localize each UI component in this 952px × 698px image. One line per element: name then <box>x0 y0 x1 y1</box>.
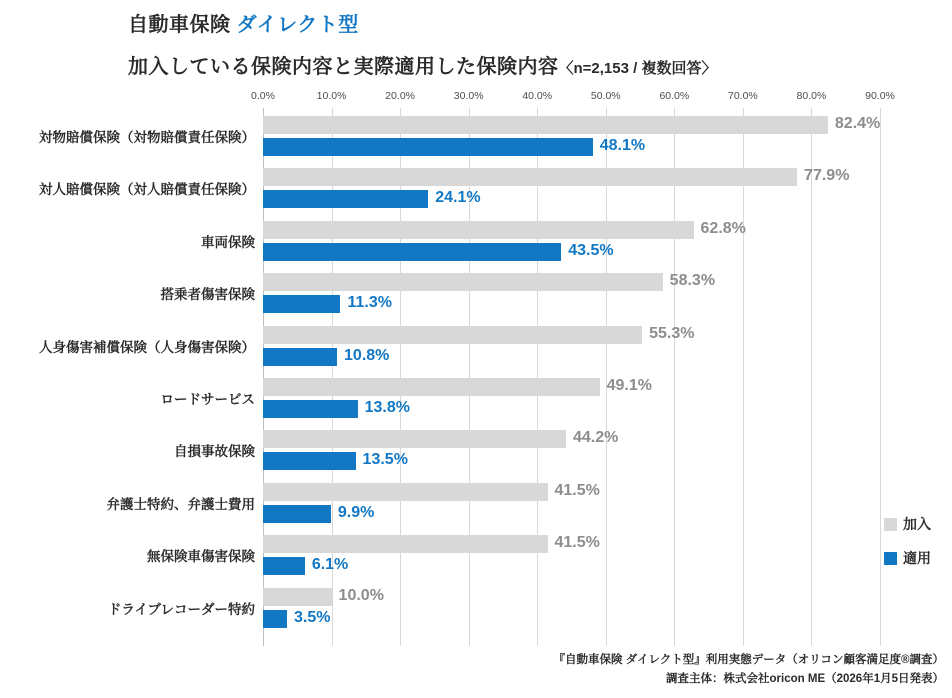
bar-value-enrolled: 41.5% <box>554 481 600 499</box>
x-axis-tick-label: 90.0% <box>865 90 895 102</box>
bar-value-enrolled: 82.4% <box>834 115 881 132</box>
bar-applied <box>263 505 331 523</box>
bar-enrolled <box>263 326 642 344</box>
bar-value-applied: 11.3% <box>347 294 392 312</box>
chart-row <box>0 326 952 368</box>
x-axis-tick-label: 60.0% <box>659 90 690 102</box>
bar-enrolled <box>263 116 828 134</box>
category-label: 対物賠償保険（対物賠償責任保険） <box>39 130 255 145</box>
category-label: 対人賠償保険（対人賠償責任保険） <box>39 182 255 198</box>
chart-row <box>0 116 952 158</box>
bar-enrolled <box>263 535 548 553</box>
title-block <box>128 8 928 79</box>
bar-enrolled <box>263 430 566 448</box>
legend-label-applied: 適用 <box>903 550 931 566</box>
chart-row <box>0 378 952 420</box>
chart-title-sample-size: 〈n=2,153 / 複数回答〉 <box>558 60 717 77</box>
bar-applied <box>263 400 358 418</box>
bar-value-enrolled: 41.5% <box>554 534 600 552</box>
bar-value-enrolled: 49.1% <box>606 377 652 394</box>
bar-enrolled <box>263 588 332 606</box>
bar-enrolled <box>263 378 600 396</box>
x-axis-tick-label: 80.0% <box>796 90 827 102</box>
bar-applied <box>263 452 356 470</box>
bar-enrolled <box>263 483 548 501</box>
bar-value-applied: 24.1% <box>435 189 481 207</box>
chart-row <box>0 588 952 630</box>
bar-enrolled <box>263 168 797 186</box>
legend-item-applied <box>884 548 931 568</box>
bar-value-applied: 13.8% <box>364 399 410 416</box>
x-axis-tick-label: 70.0% <box>727 90 758 102</box>
category-label: 車両保険 <box>201 234 255 250</box>
chart-area <box>0 86 952 646</box>
category-label: ロードサービス <box>160 392 255 407</box>
bar-applied <box>263 138 593 156</box>
category-label: 自損事故保険 <box>174 444 255 460</box>
chart-row <box>0 273 952 315</box>
category-label: 無保険車傷害保険 <box>147 549 255 565</box>
legend-label-enrolled: 加入 <box>903 516 931 532</box>
x-axis-tick-label: 30.0% <box>453 90 484 102</box>
category-label: 搭乗者傷害保険 <box>160 287 255 303</box>
bar-value-enrolled: 62.8% <box>700 219 746 237</box>
legend-swatch-applied-icon <box>884 552 897 565</box>
bar-value-enrolled: 77.9% <box>804 167 850 185</box>
category-label: 弁護士特約、弁護士費用 <box>106 496 255 512</box>
chart-row <box>0 535 952 577</box>
bar-value-applied: 10.8% <box>344 346 390 364</box>
bar-value-applied: 48.1% <box>599 137 646 154</box>
chart-subtitle <box>128 8 928 37</box>
chart-row <box>0 430 952 472</box>
bar-enrolled <box>263 273 663 291</box>
bar-value-applied: 3.5% <box>293 608 331 626</box>
bar-applied <box>263 295 340 313</box>
chart-subtitle-main: 自動車保険 <box>128 14 231 36</box>
legend-swatch-enrolled-icon <box>884 518 897 531</box>
chart-legend <box>884 514 931 582</box>
bar-value-enrolled: 58.3% <box>669 272 716 290</box>
x-axis-tick-label: 20.0% <box>385 90 415 102</box>
chart-title <box>128 50 928 79</box>
footer-line-2: 調査主体：株式会社oricon ME（2026年1月5日発表） <box>666 673 944 686</box>
chart-subtitle-accent: ダイレクト型 <box>236 14 359 36</box>
bar-value-enrolled: 44.2% <box>573 429 619 447</box>
chart-row <box>0 483 952 525</box>
bar-value-enrolled: 55.3% <box>649 324 695 342</box>
bar-applied <box>263 243 561 261</box>
bar-applied <box>263 190 428 208</box>
footer-line-1: 『自動車保険 ダイレクト型』利用実態データ（オリコン顧客満足度®調査） <box>553 653 944 666</box>
bar-value-applied: 9.9% <box>337 503 375 521</box>
legend-item-enrolled <box>884 514 931 534</box>
chart-row <box>0 168 952 210</box>
category-label: ドライブレコーダー特約 <box>107 601 255 617</box>
bar-value-applied: 13.5% <box>362 451 408 469</box>
bar-applied <box>263 557 305 575</box>
bar-applied <box>263 610 287 628</box>
chart-row <box>0 221 952 263</box>
category-label: 人身傷害補償保険（人身傷害保険） <box>39 339 255 355</box>
x-axis-tick-label: 40.0% <box>522 90 553 102</box>
bar-value-applied: 43.5% <box>568 241 614 259</box>
bar-value-enrolled: 10.0% <box>338 586 384 604</box>
bar-applied <box>263 348 337 366</box>
x-axis-tick-label: 0.0% <box>251 90 275 102</box>
chart-title-main: 加入している保険内容と実際適用した保険内容 <box>128 56 559 78</box>
bar-enrolled <box>263 221 694 239</box>
x-axis-tick-labels <box>251 90 895 104</box>
bar-value-applied: 6.1% <box>311 556 349 574</box>
x-axis-tick-label: 10.0% <box>316 90 347 102</box>
x-axis-tick-label: 50.0% <box>590 90 621 102</box>
footer-source <box>554 651 944 690</box>
